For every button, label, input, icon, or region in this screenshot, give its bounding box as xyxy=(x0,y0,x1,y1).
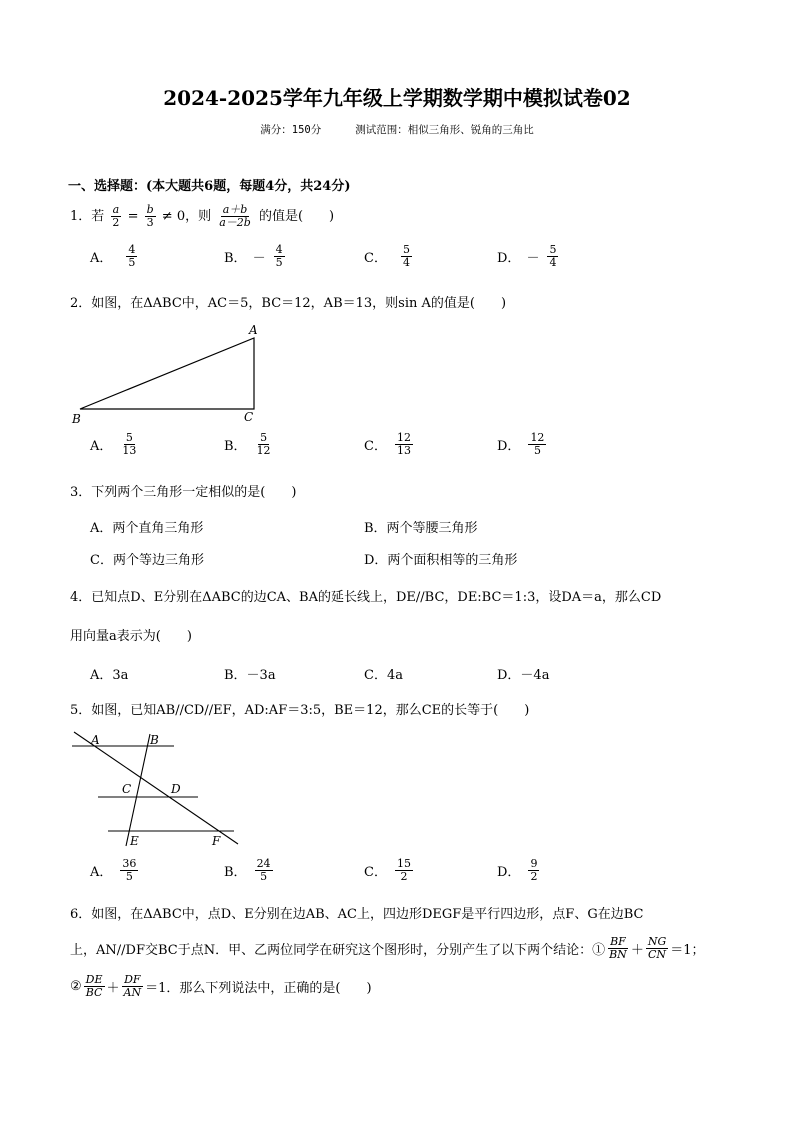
q6-frac-ng-cn: $\frac{NG}{CN}$ xyxy=(647,935,667,962)
q6-circle-2: ② xyxy=(70,979,82,995)
q6-line3-end: ＝1．那么下列说法中，正确的是( ) xyxy=(145,981,372,997)
label-b: B xyxy=(72,412,81,426)
q6-line2-text: 上，AN//DF交BC于点N．甲、乙两位同学在研究这个图形时，分别产生了以下两个结论：① xyxy=(70,943,606,959)
q6-line2-end: ＝1； xyxy=(670,943,705,959)
label-b: B xyxy=(150,733,159,747)
q2-option-c[interactable]: C． $\frac{12}{13}$ xyxy=(364,431,411,458)
page-title: 2024-2025学年九年级上学期数学期中模拟试卷02 xyxy=(163,86,631,110)
q6-frac-bf-bn: $\frac{BF}{BN}$ xyxy=(609,935,627,962)
q2-option-a[interactable]: A． $\frac{5}{13}$ xyxy=(90,431,137,458)
q6-frac-de-bc: $\frac{DE}{BC}$ xyxy=(85,973,103,1000)
q2-triangle-figure xyxy=(66,320,276,428)
q1-equals: = xyxy=(127,209,139,225)
question-6-line1: 6．如图，在ΔABC中，点D、E分别在边AB、AC上，四边形DEGF是平行四边形，点F、G在边BC xyxy=(70,907,644,922)
q2-option-b[interactable]: B． $\frac{5}{12}$ xyxy=(224,431,271,458)
q5-parallel-lines-figure xyxy=(66,728,246,853)
q4-option-d[interactable]: D．－4a xyxy=(497,668,550,683)
q2-option-d[interactable]: D． $\frac{12}{5}$ xyxy=(497,431,545,458)
q4-option-c[interactable]: C．4a xyxy=(364,668,403,683)
exam-info xyxy=(0,122,794,137)
question-6-line2 xyxy=(70,936,705,961)
label-c: C xyxy=(244,410,254,424)
q5-option-c[interactable]: C． $\frac{15}{2}$ xyxy=(364,857,411,884)
q1-option-c[interactable]: C． $\frac{5}{4}$ xyxy=(364,243,410,270)
q1-option-a[interactable]: A． $\frac{4}{5}$ xyxy=(90,243,136,270)
q4-option-a[interactable]: A．3a xyxy=(90,668,129,683)
q5-option-d[interactable]: D． $\frac{9}{2}$ xyxy=(497,857,538,884)
q1-frac-expr: $\frac{a+b}{a-2b}$ xyxy=(219,203,251,230)
q3-option-a[interactable]: A．两个直角三角形 xyxy=(90,521,204,536)
question-4-line2: 用向量a表示为( ) xyxy=(70,629,192,644)
question-2: 2．如图，在ΔABC中，AC＝5，BC＝12，AB＝13，则sin A的值是( ) xyxy=(70,296,507,311)
q1-prefix: 1．若 xyxy=(70,209,105,225)
label-c: C xyxy=(122,782,132,796)
q3-option-b[interactable]: B．两个等腰三角形 xyxy=(364,521,478,536)
label-d: D xyxy=(171,782,181,796)
q5-option-b[interactable]: B． $\frac{24}{5}$ xyxy=(224,857,271,884)
q6-frac-df-an: $\frac{DF}{AN}$ xyxy=(123,973,142,1000)
label-f: F xyxy=(212,834,221,848)
q4-option-b[interactable]: B．－3a xyxy=(224,668,276,683)
q1-suffix: 的值是( ) xyxy=(258,209,335,225)
q3-option-d[interactable]: D．两个面积相等的三角形 xyxy=(364,553,518,568)
full-score: 满分：150分 xyxy=(260,124,322,136)
section-heading: 一、选择题：(本大题共6题，每题4分，共24分) xyxy=(68,179,351,194)
transversal-adf xyxy=(74,732,238,844)
question-3: 3．下列两个三角形一定相似的是( ) xyxy=(70,485,297,500)
q6-plus-1: ＋ xyxy=(630,943,644,959)
q1-option-d[interactable]: D． － $\frac{5}{4}$ xyxy=(497,243,557,270)
label-e: E xyxy=(130,834,139,848)
question-6-line3 xyxy=(70,974,372,999)
q1-option-b[interactable]: B． － $\frac{4}{5}$ xyxy=(224,243,283,270)
question-1 xyxy=(70,204,334,229)
q1-neq: ≠ 0，则 xyxy=(161,209,212,225)
q6-plus-2: ＋ xyxy=(106,981,120,997)
question-5: 5．如图，已知AB//CD//EF，AD:AF＝3:5，BE＝12，那么CE的长等于( ) xyxy=(70,703,530,718)
q5-option-a[interactable]: A． $\frac{36}{5}$ xyxy=(90,857,137,884)
question-4-line1: 4．已知点D、E分别在ΔABC的边CA、BA的延长线上，DE//BC，DE:BC＝1:3，设DA＝a，那么CD xyxy=(70,590,662,605)
label-a: A xyxy=(249,323,258,337)
label-a: A xyxy=(91,733,100,747)
q1-frac-b3: $\frac{b}{3}$ xyxy=(146,203,154,230)
test-scope: 测试范围：相似三角形、锐角的三角比 xyxy=(355,124,534,136)
triangle-abc xyxy=(80,338,254,409)
q3-option-c[interactable]: C．两个等边三角形 xyxy=(90,553,204,568)
q1-frac-a2: $\frac{a}{2}$ xyxy=(112,203,120,230)
